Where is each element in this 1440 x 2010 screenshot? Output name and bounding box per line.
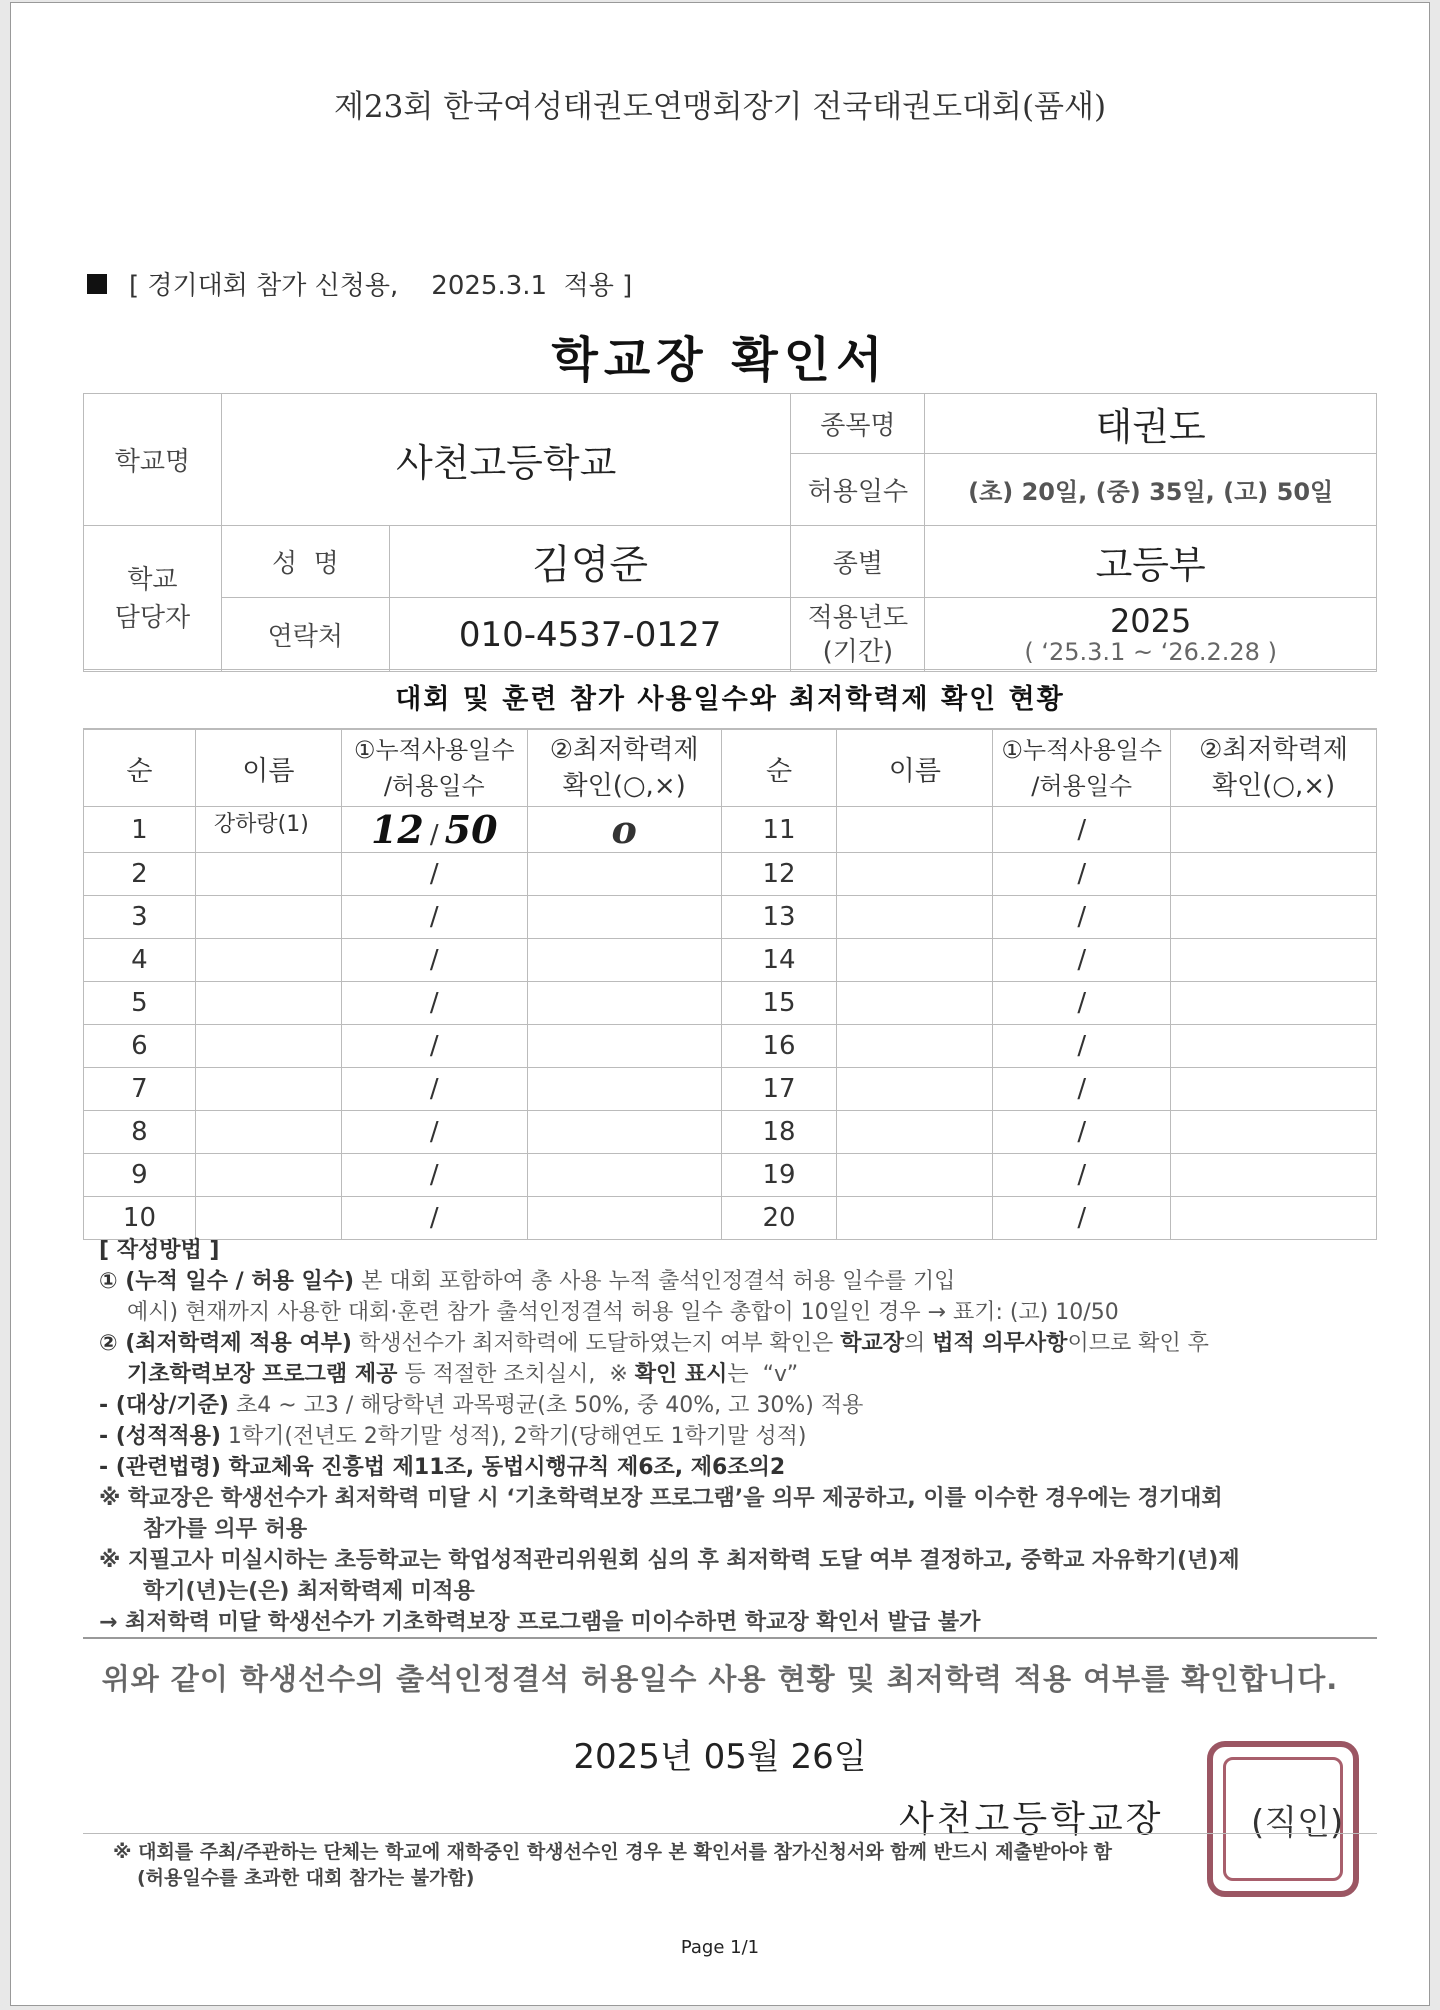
footnote-line-2: (허용일수를 초과한 대회 참가는 불가함) xyxy=(137,1867,475,1889)
slash-separator: / xyxy=(429,945,439,975)
slash-separator: / xyxy=(1077,1160,1087,1190)
student-name xyxy=(195,896,341,939)
student-name xyxy=(837,939,993,982)
row-number: 1 xyxy=(84,807,196,853)
contact-group-label: 학교 담당자 xyxy=(84,526,222,672)
method-line-9: 참가를 의무 허용 xyxy=(143,1517,308,1542)
student-name xyxy=(837,1068,993,1111)
allowed-days-value: (초) 20일, (중) 35일, (고) 50일 xyxy=(925,454,1377,526)
row-number: 19 xyxy=(721,1154,837,1197)
table-row xyxy=(84,853,1377,896)
row-number: 8 xyxy=(84,1111,196,1154)
days-cell xyxy=(341,1068,527,1111)
row-number: 16 xyxy=(721,1025,837,1068)
division-value: 고등부 xyxy=(925,526,1377,598)
table-row xyxy=(84,807,1377,853)
name-label: 성 명 xyxy=(221,526,389,598)
student-name xyxy=(195,1197,341,1240)
table-row xyxy=(84,1068,1377,1111)
principal-name: 사천고등학교장 xyxy=(899,1799,1164,1840)
row-number: 11 xyxy=(721,807,837,853)
days-cell xyxy=(341,1025,527,1068)
days-cell xyxy=(993,896,1171,939)
days-cell xyxy=(341,1111,527,1154)
days-cell xyxy=(341,1154,527,1197)
check-cell xyxy=(527,1154,721,1197)
student-name: 강하랑(1) xyxy=(195,807,341,853)
period-value: ( ‘25.3.1 ~ ‘26.2.28 ) xyxy=(1024,637,1277,666)
table-row xyxy=(84,1154,1377,1197)
method-line-11: 학기(년)는(은) 최저학력제 미적용 xyxy=(143,1579,475,1604)
student-name xyxy=(837,807,993,853)
slash-separator: / xyxy=(1077,814,1087,845)
table-row xyxy=(84,939,1377,982)
student-name xyxy=(195,1025,341,1068)
slash-separator: / xyxy=(429,902,439,932)
method-line-2: 예시) 현재까지 사용한 대회·훈련 참가 출석인정결석 허용 일수 총합이 10일인 경우 → 표기: (고) 10/50 xyxy=(127,1300,1119,1325)
row-number: 5 xyxy=(84,982,196,1025)
seal-caption: (직인) xyxy=(1251,1803,1344,1843)
slash-separator: / xyxy=(429,1160,439,1190)
method-line-10: ※ 지필고사 미실시하는 초등학교는 학업성적관리위원회 심의 후 최저학력 도달 여부 결정하고, 중학교 자유학기(년)제 xyxy=(99,1548,1240,1573)
student-name xyxy=(195,1154,341,1197)
allowed-days: 50 xyxy=(444,807,498,852)
square-bullet-icon xyxy=(87,274,107,294)
student-name xyxy=(837,853,993,896)
slash-separator: / xyxy=(429,859,439,889)
table-row xyxy=(84,1197,1377,1240)
days-cell xyxy=(993,1068,1171,1111)
col-days-left: ①누적사용일수 /허용일수 xyxy=(341,730,527,807)
table-row xyxy=(84,1025,1377,1068)
slash-separator: / xyxy=(1077,859,1087,889)
row-number: 6 xyxy=(84,1025,196,1068)
days-cell xyxy=(993,807,1171,853)
col-check-right: ②최저학력제 확인(○,×) xyxy=(1171,730,1377,807)
col-name-left: 이름 xyxy=(195,730,341,807)
col-no-left: 순 xyxy=(84,730,196,807)
usage-notice xyxy=(87,265,632,302)
method-line-8: ※ 학교장은 학생선수가 최저학력 미달 시 ‘기초학력보장 프로그램’을 의무 제공하고, 이를 이수한 경우에는 경기대회 xyxy=(99,1486,1223,1511)
check-cell xyxy=(1171,982,1377,1025)
student-name xyxy=(195,939,341,982)
check-cell xyxy=(527,896,721,939)
year-value: 2025 xyxy=(1109,601,1192,640)
confirmation-statement: 위와 같이 학생선수의 출석인정결석 허용일수 사용 현황 및 최저학력 적용 여부를 확인합니다. xyxy=(101,1662,1339,1696)
check-cell xyxy=(527,982,721,1025)
method-line-3: ② (최저학력제 적용 여부) 학생선수가 최저학력에 도달하였는지 여부 확인은 학교장의 법적 의무사항이므로 확인 후 xyxy=(99,1331,1209,1356)
days-cell xyxy=(341,939,527,982)
student-name xyxy=(837,1025,993,1068)
usage-notice-text: [ 경기대회 참가 신청용, 2025.3.1 적용 ] xyxy=(129,271,633,301)
info-table xyxy=(83,393,1377,672)
row-number: 12 xyxy=(721,853,837,896)
slash-separator: / xyxy=(429,1117,439,1147)
writing-method xyxy=(99,1235,1389,1638)
slash-separator: / xyxy=(1077,1203,1087,1233)
col-days-right: ①누적사용일수 /허용일수 xyxy=(993,730,1171,807)
division-label: 종별 xyxy=(791,526,925,598)
roster-section-title: 대회 및 훈련 참가 사용일수와 최저학력제 확인 현황 xyxy=(83,669,1377,729)
days-cell xyxy=(993,1111,1171,1154)
document-title: 학교장 확인서 xyxy=(551,332,889,388)
row-number: 17 xyxy=(721,1068,837,1111)
days-cell xyxy=(993,853,1171,896)
footnote xyxy=(113,1839,1112,1891)
check-cell: o xyxy=(527,807,721,853)
year-label: 적용년도 (기간) xyxy=(791,598,925,672)
days-cell xyxy=(341,896,527,939)
document-page xyxy=(10,2,1430,2006)
days-cell xyxy=(993,982,1171,1025)
col-check-left: ②최저학력제 확인(○,×) xyxy=(527,730,721,807)
slash-separator: / xyxy=(1077,1117,1087,1147)
school-label: 학교명 xyxy=(84,394,222,526)
row-number: 3 xyxy=(84,896,196,939)
slash-separator: / xyxy=(1077,988,1087,1018)
method-line-6: - (성적적용) 1학기(전년도 2학기말 성적), 2학기(당해연도 1학기말 성적) xyxy=(99,1424,807,1449)
days-cell xyxy=(341,807,527,853)
slash-separator: / xyxy=(1077,1074,1087,1104)
method-line-12: → 최저학력 미달 학생선수가 기초학력보장 프로그램을 미이수하면 학교장 확인서 발급 불가 xyxy=(99,1610,981,1635)
student-name xyxy=(837,1197,993,1240)
school-value: 사천고등학교 xyxy=(221,394,791,526)
days-cell xyxy=(993,1154,1171,1197)
separator-line xyxy=(83,1637,1377,1639)
slash-separator: / xyxy=(1077,945,1087,975)
slash-separator: / xyxy=(1077,902,1087,932)
table-row xyxy=(84,982,1377,1025)
days-cell xyxy=(993,1025,1171,1068)
days-cell xyxy=(341,982,527,1025)
row-number: 15 xyxy=(721,982,837,1025)
check-cell xyxy=(1171,1068,1377,1111)
check-cell xyxy=(1171,1154,1377,1197)
issue-date: 2025년 05월 26일 xyxy=(573,1737,867,1777)
row-number: 18 xyxy=(721,1111,837,1154)
table-row xyxy=(84,896,1377,939)
days-cell xyxy=(993,939,1171,982)
row-number: 13 xyxy=(721,896,837,939)
slash-separator: / xyxy=(429,1203,439,1233)
days-cell xyxy=(993,1197,1171,1240)
allowed-days-label: 허용일수 xyxy=(791,454,925,526)
student-name xyxy=(837,1154,993,1197)
student-name xyxy=(195,1111,341,1154)
check-cell xyxy=(1171,1197,1377,1240)
contest-title: 제23회 한국여성태권도연맹회장기 전국태권도대회(품새) xyxy=(333,89,1107,125)
method-line-1: ① (누적 일수 / 허용 일수) 본 대회 포함하여 총 사용 누적 출석인정결석 허용 일수를 기입 xyxy=(99,1269,956,1294)
row-number: 2 xyxy=(84,853,196,896)
check-cell xyxy=(527,1197,721,1240)
check-cell xyxy=(527,1068,721,1111)
check-cell xyxy=(527,1025,721,1068)
row-number: 9 xyxy=(84,1154,196,1197)
check-cell xyxy=(1171,1111,1377,1154)
check-cell xyxy=(527,853,721,896)
row-number: 20 xyxy=(721,1197,837,1240)
row-number: 7 xyxy=(84,1068,196,1111)
name-value: 김영준 xyxy=(389,526,791,598)
check-cell xyxy=(1171,939,1377,982)
check-cell xyxy=(1171,1025,1377,1068)
event-label: 종목명 xyxy=(791,394,925,454)
table-row xyxy=(84,1111,1377,1154)
slash-separator: / xyxy=(1077,1031,1087,1061)
phone-label: 연락처 xyxy=(221,598,389,672)
slash-separator: / xyxy=(429,988,439,1018)
slash-separator: / xyxy=(429,820,439,850)
slash-separator: / xyxy=(429,1031,439,1061)
roster-table xyxy=(83,729,1377,1240)
row-number: 4 xyxy=(84,939,196,982)
used-days: 12 xyxy=(370,807,424,852)
phone-value: 010-4537-0127 xyxy=(389,598,791,672)
page-number: Page 1/1 xyxy=(680,1937,760,1958)
slash-separator: / xyxy=(429,1074,439,1104)
check-cell xyxy=(527,1111,721,1154)
check-cell xyxy=(1171,853,1377,896)
method-line-7: - (관련법령) 학교체육 진흥법 제11조, 동법시행규칙 제6조, 제6조의2 xyxy=(99,1455,786,1480)
check-cell xyxy=(1171,807,1377,853)
method-line-5: - (대상/기준) 초4 ~ 고3 / 해당학년 과목평균(초 50%, 중 40%, 고 30%) 적용 xyxy=(99,1393,864,1418)
student-name xyxy=(195,982,341,1025)
student-name xyxy=(837,896,993,939)
student-name xyxy=(837,1111,993,1154)
method-line-4: 기초학력보장 프로그램 제공 등 적절한 조치실시, ※ 확인 표시는 “v” xyxy=(127,1362,799,1387)
event-value: 태권도 xyxy=(925,394,1377,454)
row-number: 10 xyxy=(84,1197,196,1240)
student-name xyxy=(195,853,341,896)
student-name xyxy=(195,1068,341,1111)
row-number: 14 xyxy=(721,939,837,982)
col-no-right: 순 xyxy=(721,730,837,807)
days-cell xyxy=(341,853,527,896)
year-cell xyxy=(925,598,1377,672)
days-cell xyxy=(341,1197,527,1240)
student-name xyxy=(837,982,993,1025)
check-cell xyxy=(1171,896,1377,939)
col-name-right: 이름 xyxy=(837,730,993,807)
check-cell xyxy=(527,939,721,982)
method-heading: [ 작성방법 ] xyxy=(99,1238,220,1263)
footnote-line-1: ※ 대회를 주최/주관하는 단체는 학교에 재학중인 학생선수인 경우 본 확인서를 참가신청서와 함께 반드시 제출받아야 함 xyxy=(113,1841,1113,1863)
separator-line-2 xyxy=(83,1833,1377,1834)
